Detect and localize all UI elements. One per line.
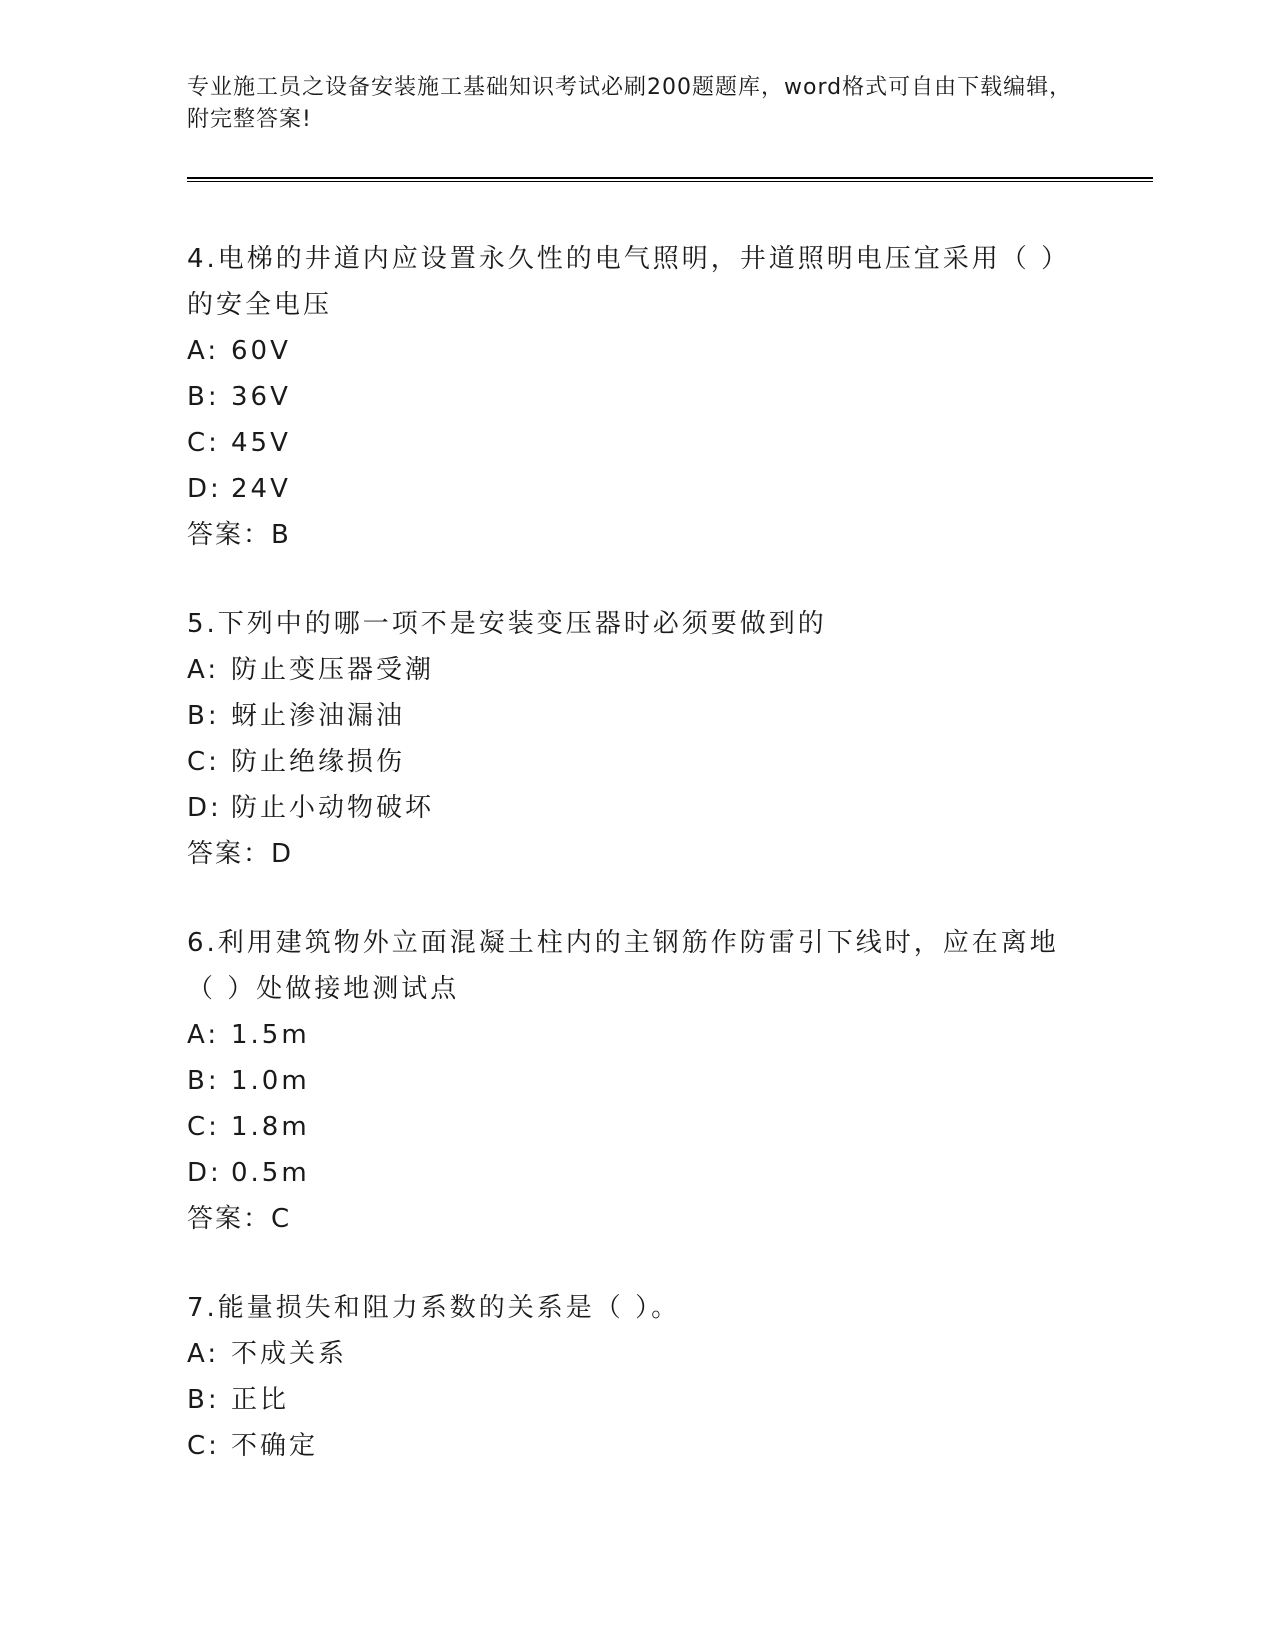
question-stem: 6.利用建筑物外立面混凝土柱内的主钢筋作防雷引下线时，应在离地（ ）处做接地测试点 — [187, 928, 1059, 1004]
option-a — [187, 647, 1087, 693]
question-stem: 5.下列中的哪一项不是安装变压器时必须要做到的 — [187, 609, 827, 639]
question-5 — [187, 601, 1087, 877]
option-letter: A: — [187, 655, 220, 685]
option-a — [187, 1331, 1087, 1377]
option-letter: C: — [187, 747, 220, 777]
option-c — [187, 1104, 1087, 1150]
option-letter: C: — [187, 1431, 220, 1461]
answer-line: 答案：B — [187, 520, 291, 550]
option-text: 1.5m — [231, 1020, 310, 1050]
question-stem: 7.能量损失和阻力系数的关系是（ ）。 — [187, 1293, 681, 1323]
option-c — [187, 1423, 1087, 1469]
document-intro: 专业施工员之设备安装施工基础知识考试必刷200题题库，word格式可自由下载编辑，附完整答案! — [187, 75, 1073, 132]
option-text: 0.5m — [231, 1158, 310, 1188]
option-text: 蚜止渗油漏油 — [231, 701, 406, 731]
option-d — [187, 466, 1087, 512]
option-c — [187, 739, 1087, 785]
option-b — [187, 1058, 1087, 1104]
option-letter: D: — [187, 1158, 222, 1188]
option-d — [187, 1150, 1087, 1196]
option-text: 36V — [231, 382, 291, 412]
option-letter: C: — [187, 1112, 220, 1142]
header-rule-thin — [187, 181, 1153, 182]
header-rule-thick — [187, 177, 1153, 179]
option-b — [187, 1377, 1087, 1423]
option-letter: B: — [187, 382, 220, 412]
option-c — [187, 420, 1087, 466]
option-text: 防止小动物破坏 — [231, 793, 435, 823]
answer-line: 答案：C — [187, 1204, 292, 1234]
option-text: 60V — [231, 336, 291, 366]
option-letter: D: — [187, 793, 222, 823]
option-letter: B: — [187, 1066, 220, 1096]
option-letter: A: — [187, 336, 220, 366]
option-letter: D: — [187, 474, 222, 504]
answer-line: 答案：D — [187, 839, 294, 869]
option-letter: A: — [187, 1339, 220, 1369]
option-b — [187, 693, 1087, 739]
option-letter: C: — [187, 428, 220, 458]
question-list — [187, 236, 1087, 1512]
option-text: 1.8m — [231, 1112, 310, 1142]
option-text: 不确定 — [231, 1431, 319, 1461]
option-text: 45V — [231, 428, 291, 458]
option-text: 防止变压器受潮 — [231, 655, 435, 685]
option-a — [187, 1012, 1087, 1058]
option-text: 正比 — [231, 1385, 290, 1415]
question-stem: 4.电梯的井道内应设置永久性的电气照明，井道照明电压宜采用（ ）的安全电压 — [187, 244, 1071, 320]
question-6 — [187, 920, 1087, 1242]
option-d — [187, 785, 1087, 831]
question-4 — [187, 236, 1087, 558]
option-b — [187, 374, 1087, 420]
option-text: 24V — [231, 474, 291, 504]
option-text: 防止绝缘损伤 — [231, 747, 406, 777]
option-text: 1.0m — [231, 1066, 310, 1096]
question-7 — [187, 1285, 1087, 1469]
option-letter: A: — [187, 1020, 220, 1050]
option-letter: B: — [187, 701, 220, 731]
option-text: 不成关系 — [231, 1339, 348, 1369]
option-letter: B: — [187, 1385, 220, 1415]
option-a — [187, 328, 1087, 374]
